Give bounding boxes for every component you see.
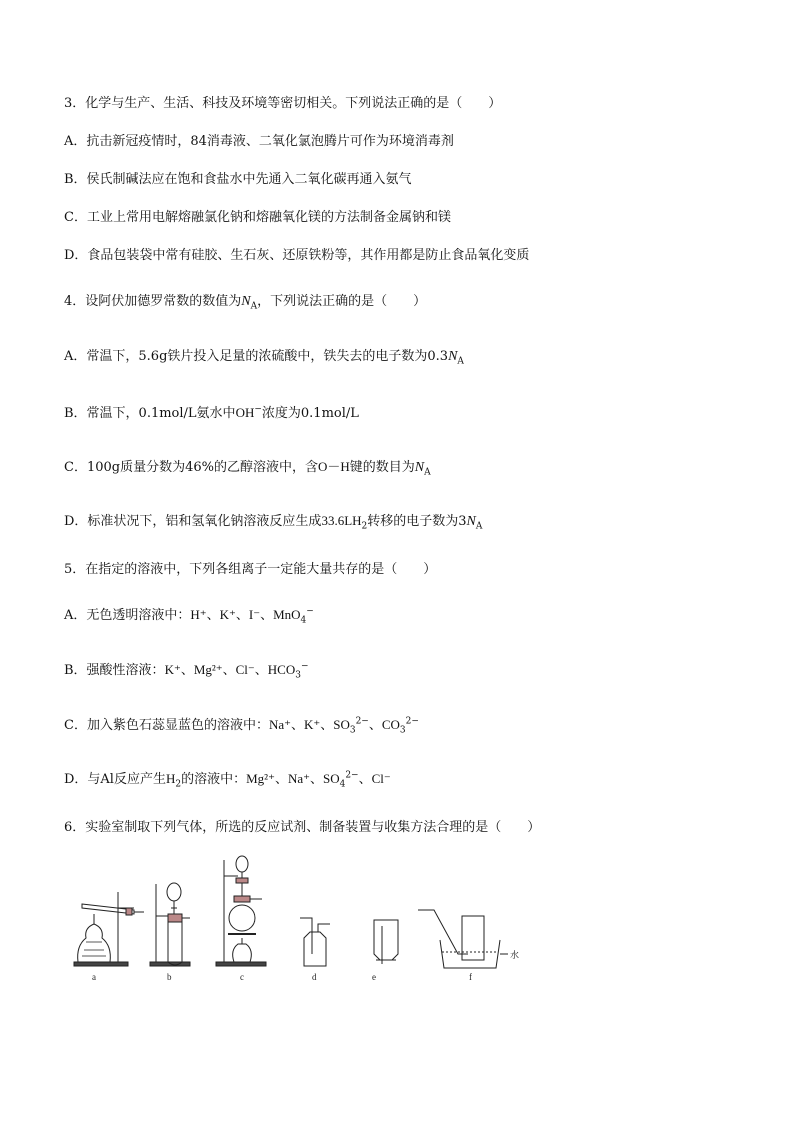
q3-option-c: C．工业上常用电解熔融氯化钠和熔融氧化镁的方法制备金属钠和镁 [64,210,451,225]
q5-stem: 5．在指定的溶液中，下列各组离子一定能大量共存的是（ ） [64,562,437,577]
q3-option-b: B．侯氏制碱法应在饱和食盐水中先通入二氧化碳再通入氨气 [64,172,412,187]
apparatus-b [150,883,190,966]
label-d: d [312,972,317,982]
label-f: f [469,972,472,982]
apparatus-e [374,920,398,964]
q4-option-b: B．常温下，0.1mol/L氨水中OH−浓度为0.1mol/L [64,404,359,421]
label-e: e [372,972,376,982]
q4-option-d: D．标准状况下，铝和氢氧化钠溶液反应生成$33.6LH_2$转移的电子数为$3N_A$ [64,513,483,532]
q4-option-a: A．常温下，5.6g铁片投入足量的浓硫酸中，铁失去的电子数为$0.3N_A$ [64,349,464,367]
q3-option-d: D．食品包装袋中常有硅胶、生石灰、还原铁粉等，其作用都是防止食品氧化变质 [64,248,530,263]
q3-stem: 3．化学与生产、生活、科技及环境等密切相关。下列说法正确的是（ ） [64,96,502,111]
q4-stem: 4．设阿伏加德罗常数的数值为$N_A$，下列说法正确的是（ ） [64,294,427,312]
q5-option-a: A．无色透明溶液中：H⁺、K⁺、I⁻、MnO$_4$− [64,606,314,626]
q4-option-c: C．100g质量分数为46%的乙醇溶液中，含O－H键的数目为$N_A$ [64,459,431,478]
apparatus-d [300,918,330,966]
apparatus-c [216,856,266,966]
q6-stem: 6．实验室制取下列气体，所选的反应试剂、制备装置与收集方法合理的是（ ） [64,820,541,835]
label-c: c [240,972,244,982]
label-b: b [167,972,172,982]
apparatus-figure [68,850,538,985]
q3-option-a: A．抗击新冠疫情时，84消毒液、二氧化氯泡腾片可作为环境消毒剂 [64,134,454,149]
apparatus-a [74,892,144,966]
label-a: a [92,972,96,982]
q5-option-d: D．与Al反应产生$H_2$的溶液中：Mg²⁺、Na⁺、$SO_4^{2-}$、Cl⁻ [64,770,391,790]
label-water: 水 [510,950,520,960]
apparatus-f [418,910,508,968]
q5-option-c: C．加入紫色石蕊显蓝色的溶液中：Na⁺、K⁺、$SO_3^{2-}$、$CO_3^{2-}$ [64,716,419,736]
q5-option-b: B．强酸性溶液：K⁺、Mg²⁺、Cl⁻、$HCO_3^-$ [64,661,309,681]
